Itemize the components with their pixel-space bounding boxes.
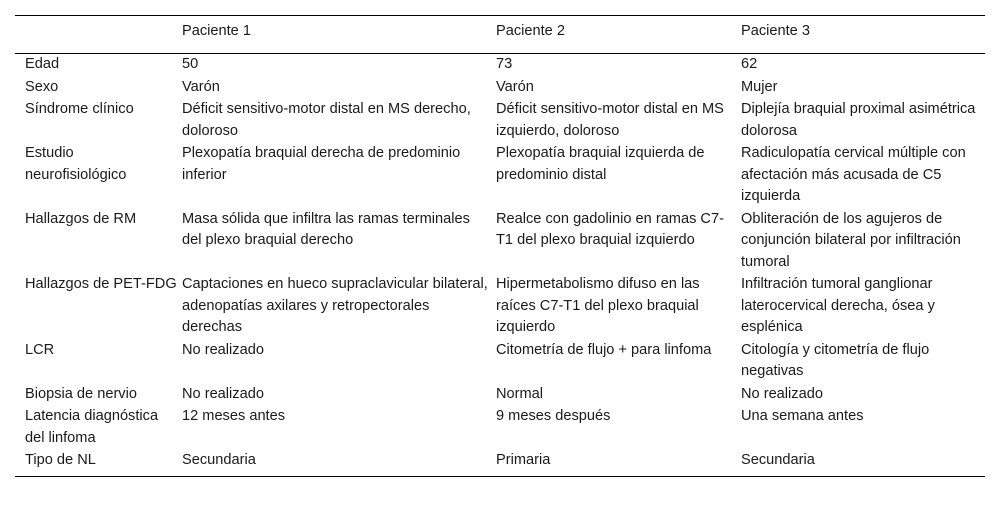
table-cell: 9 meses después [496, 408, 611, 424]
table-cell: Plexopatía braquial izquierda de predominio distal [496, 145, 705, 183]
patients-table-container [15, 15, 985, 477]
header-cell-patient-1: Paciente 1 [182, 23, 251, 39]
header-cell-patient-3: Paciente 3 [741, 23, 810, 39]
row-label: LCR [25, 341, 55, 358]
table-cell: No realizado [182, 385, 264, 402]
table-cell: Primaria [496, 452, 551, 468]
table-cell: 50 [182, 56, 199, 72]
table-cell: 12 meses antes [182, 408, 286, 424]
table-cell: Hipermetabolismo difuso en las raíces C7-T1 del plexo braquial izquierdo [496, 276, 700, 335]
table-cell: Varón [182, 78, 220, 95]
row-label: Edad [25, 56, 60, 72]
table-cell: Normal [496, 385, 544, 402]
table-row [15, 406, 985, 450]
patients-table [15, 15, 985, 477]
table-body [15, 54, 985, 477]
table-row [15, 143, 985, 209]
table-cell: Una semana antes [741, 408, 864, 424]
table-cell: Déficit sensitivo-motor distal en MS derecho, doloroso [182, 101, 471, 139]
table-header [15, 16, 985, 54]
table-cell: Diplejía braquial proximal asimétrica dolorosa [741, 101, 976, 139]
row-label: Síndrome clínico [25, 101, 134, 117]
table-cell: Citometría de flujo + para linfoma [496, 341, 712, 358]
table-row [15, 54, 985, 77]
table-cell: Masa sólida que infiltra las ramas terminales del plexo braquial derecho [182, 210, 470, 248]
table-cell: 73 [496, 56, 513, 72]
table-row [15, 77, 985, 100]
table-cell: No realizado [741, 385, 823, 402]
table-row [15, 450, 985, 476]
row-label: Sexo [25, 78, 59, 95]
table-cell: Realce con gadolinio en ramas C7-T1 del plexo braquial izquierdo [496, 210, 724, 248]
row-label: Biopsia de nervio [25, 385, 137, 402]
table-cell: Déficit sensitivo-motor distal en MS izquierdo, doloroso [496, 101, 724, 139]
table-row [15, 274, 985, 340]
header-cell-empty [15, 16, 182, 54]
table-row [15, 384, 985, 407]
table-cell: Secundaria [182, 452, 256, 468]
header-row [15, 16, 985, 54]
table-row [15, 209, 985, 275]
table-cell: Captaciones en hueco supraclavicular bilateral, adenopatías axilares y retropectorales derechas [182, 276, 488, 335]
table-cell: Mujer [741, 78, 778, 95]
row-label: Latencia diagnóstica del linfoma [25, 408, 159, 446]
table-cell: Infiltración tumoral ganglionar laterocervical derecha, ósea y esplénica [741, 276, 935, 335]
table-cell: No realizado [182, 341, 264, 358]
row-label: Hallazgos de RM [25, 210, 137, 227]
table-cell: Varón [496, 78, 534, 95]
table-row [15, 99, 985, 143]
table-cell: Obliteración de los agujeros de conjunción bilateral por infiltración tumoral [741, 210, 961, 270]
table-cell: Secundaria [741, 452, 815, 468]
table-cell: Citología y citometría de flujo negativas [741, 341, 930, 379]
table-row [15, 340, 985, 384]
table-cell: Plexopatía braquial derecha de predominio inferior [182, 145, 461, 183]
row-label: Hallazgos de PET-FDG [25, 276, 177, 292]
table-cell: Radiculopatía cervical múltiple con afectación más acusada de C5 izquierda [741, 145, 966, 204]
table-cell: 62 [741, 56, 758, 72]
row-label: Tipo de NL [25, 452, 96, 468]
row-label: Estudio neurofisiológico [25, 145, 127, 183]
header-cell-patient-2: Paciente 2 [496, 23, 565, 39]
